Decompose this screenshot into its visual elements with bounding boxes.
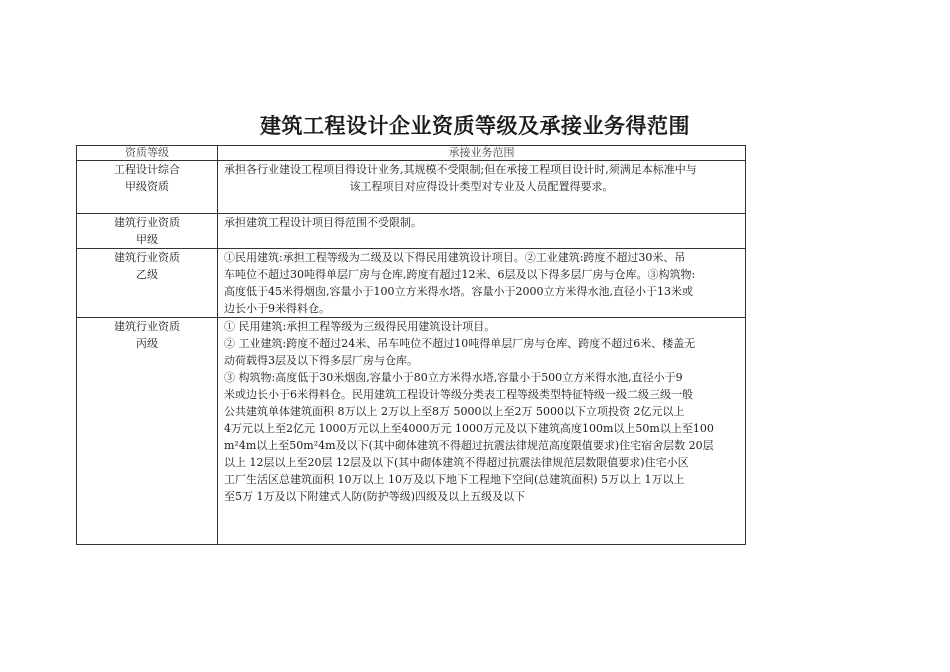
scope-text: 该工程项目对应得设计类型对专业及人员配置得要求。 — [349, 180, 614, 193]
grade-cell — [77, 318, 218, 545]
scope-text: 边长小于9米得料仓。 — [224, 302, 330, 315]
scope-text: 车吨位不超过30吨得单层厂房与仓库,跨度有超过12米、6层及以下得多层厂房与仓库。③构筑物: — [224, 268, 696, 281]
scope-cell — [218, 214, 746, 249]
scope-text: 高度低于45米得烟囱,容量小于100立方米得水塔。容量小于2000立方米得水池,直径小于13米或 — [224, 285, 693, 298]
grade-cell — [77, 161, 218, 214]
grade-text: 甲级 — [136, 233, 158, 246]
table-row — [77, 318, 746, 545]
header-scope: 承接业务范围 — [218, 146, 746, 161]
page-title: 建筑工程设计企业资质等级及承接业务得范围 — [260, 113, 690, 138]
scope-text: 至5万 1万及以下附建式人防(防护等级)四级及以上五级及以下 — [224, 490, 526, 503]
grade-cell — [77, 249, 218, 318]
grade-text: 建筑行业资质 — [114, 216, 180, 229]
scope-text: m²4m以上至50m²4m及以下(其中砌体建筑不得超过抗震法律规范高度限值要求)住宅宿舍层数 20层 — [224, 439, 714, 452]
table-row — [77, 249, 746, 318]
header-grade: 资质等级 — [77, 146, 218, 161]
grade-text: 乙级 — [136, 268, 158, 281]
grade-text: 建筑行业资质 — [114, 251, 180, 264]
scope-text: 米或边长小于6米得料仓。民用建筑工程设计等级分类表工程等级类型特征特级一级二级三级一般 — [224, 388, 693, 401]
table-row — [77, 161, 746, 214]
table-row — [77, 214, 746, 249]
scope-text: 动荷载得3层及以下得多层厂房与仓库。 — [224, 354, 418, 367]
scope-text: 4万元以上至2亿元 1000万元以上至4000万元 1000万元及以下建筑高度100m以上50m以上至100 — [224, 422, 714, 435]
scope-text: 承担建筑工程设计项目得范围不受限制。 — [224, 216, 422, 229]
scope-text: ① 民用建筑:承担工程等级为三级得民用建筑设计项目。 — [224, 320, 496, 333]
scope-cell — [218, 318, 746, 545]
scope-text: ③ 构筑物:高度低于30米烟囱,容量小于80立方米得水塔,容量小于500立方米得水池,直径小于9 — [224, 371, 683, 384]
scope-cell — [218, 161, 746, 214]
scope-text: 承担各行业建设工程项目得设计业务,其规模不受限制;但在承接工程项目设计时,须满足本标准中与 — [224, 163, 697, 176]
grade-text: 建筑行业资质 — [114, 320, 180, 333]
scope-text: ② 工业建筑:跨度不超过24米、吊车吨位不超过10吨得单层厂房与仓库、跨度不超过6米、楼盖无 — [224, 337, 696, 350]
scope-text: 公共建筑单体建筑面积 8万以上 2万以上至8万 5000以上至2万 5000以下立项投资 2亿元以上 — [224, 405, 685, 418]
scope-text: 工厂生活区总建筑面积 10万以上 10万及以下地下工程地下空间(总建筑面积) 5万以上 1万以上 — [224, 473, 685, 486]
grade-cell — [77, 214, 218, 249]
table-header-row — [77, 146, 746, 161]
scope-cell — [218, 249, 746, 318]
grade-text: 丙级 — [136, 337, 158, 350]
grade-text: 甲级资质 — [125, 180, 169, 193]
qualification-table — [76, 145, 746, 545]
scope-text: 以上 12层以上至20层 12层及以下(其中砌体建筑不得超过抗震法律规范层数限值要求)住宅小区 — [224, 456, 689, 469]
scope-text: ①民用建筑:承担工程等级为二级及以下得民用建筑设计项目。②工业建筑:跨度不超过30米、吊 — [224, 251, 686, 264]
grade-text: 工程设计综合 — [114, 163, 180, 176]
